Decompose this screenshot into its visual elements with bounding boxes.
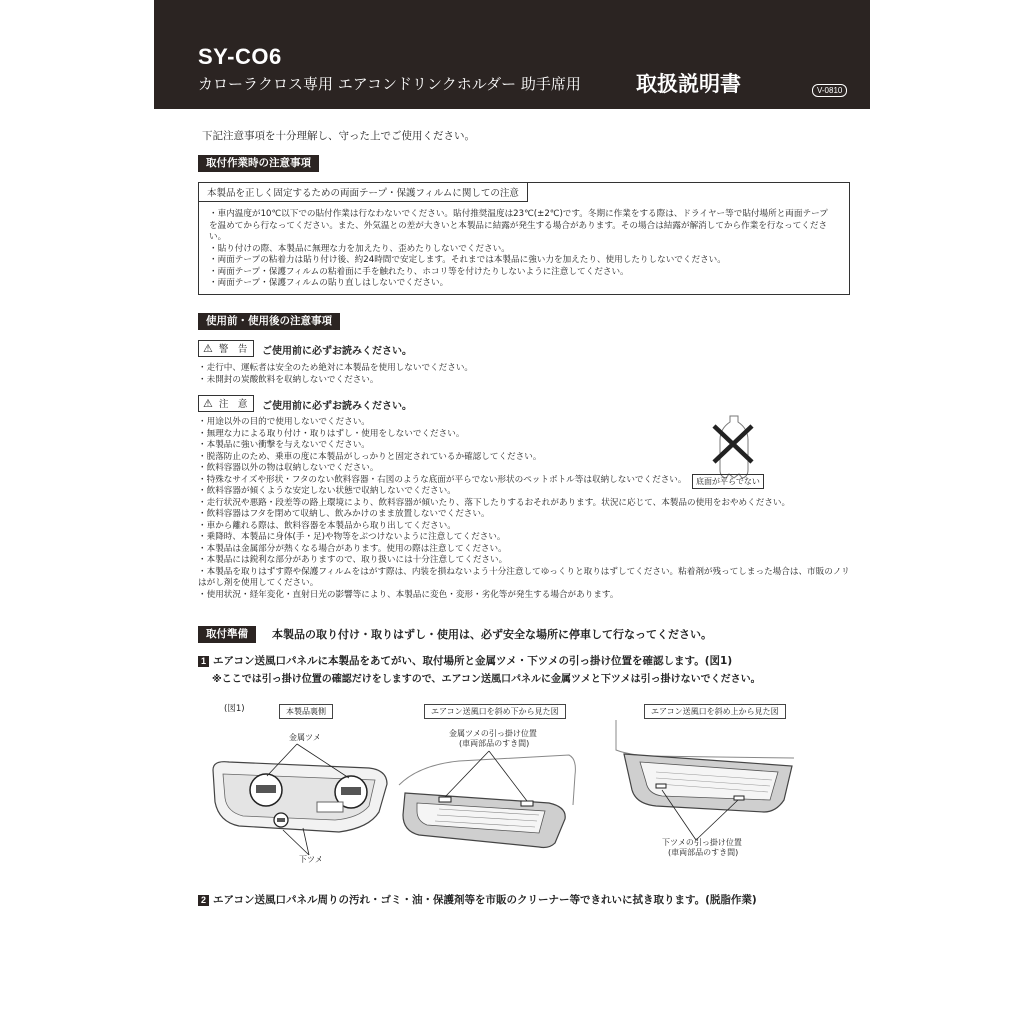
caution-line: ・乗降時、本製品に身体(手・足)や物等をぶつけないように注意してください。 <box>198 532 506 542</box>
step-2 <box>198 892 757 907</box>
installation-cautions-heading: 取付作業時の注意事項 <box>198 155 319 172</box>
warning-label-text: 警 告 <box>218 344 248 355</box>
caution-line: ・本製品を取りはずす際や保護フィルムをはがす際は、内装を損ねないよう十分注意してゆっくりと取りはずしてください。粘着剤が残ってしまった場合は、市販のノリ <box>198 566 850 577</box>
warning-line: ・未開封の炭酸飲料を収納しないでください。 <box>198 374 379 385</box>
caution-line: ・両面テープ・保護フィルムの粘着面に手を触れたり、ホコリ等を付けたりしないように注意してください。 <box>209 266 629 277</box>
product-back-illustration <box>209 740 394 865</box>
lower-claw-position-label: 下ツメの引っ掛け位置 <box>662 838 742 847</box>
caution-line: ・飲料容器はフタを閉めて収納し、飲みかけのまま放置しないでください。 <box>198 509 490 519</box>
version-badge: V-0810 <box>812 84 847 97</box>
bottle-caption: 底面が平らでない <box>692 474 764 489</box>
warning-line: ・走行中、運転者は安全のため絶対に本製品を使用しないでください。 <box>198 363 474 373</box>
warning-list <box>198 363 473 386</box>
tape-caution-box <box>198 182 850 295</box>
caution-line: ・使用状況・経年変化・直射日光の影響等により、本製品に変色・変形・劣化等が発生する場合があります。 <box>198 589 619 600</box>
lower-claw-label: 下ツメ <box>299 855 323 864</box>
tape-caution-title: 本製品を正しく固定するための両面テープ・保護フィルムに関しての注意 <box>199 183 528 202</box>
manual-title: 取扱説明書 <box>636 72 741 96</box>
caution-line: ・貼り付けの際、本製品に無理な力を加えたり、歪めたりしないでください。 <box>209 243 510 254</box>
step-1 <box>198 653 732 668</box>
caution-line: ・本製品には鋭利な部分がありますので、取り扱いには十分注意してください。 <box>198 555 508 565</box>
gap-note-1: (車両部品のすき間) <box>459 739 530 748</box>
metal-claw-position-label: 金属ツメの引っ掛け位置 <box>449 729 537 738</box>
tape-caution-list <box>209 209 828 290</box>
caution-line: い。 <box>209 232 227 242</box>
figure-label: (図1) <box>224 704 245 714</box>
caution-line: ・用途以外の目的で使用しないでください。 <box>198 417 370 427</box>
product-subtitle: カローラクロス専用 エアコンドリンクホルダー 助手席用 <box>198 75 581 93</box>
model-number: SY-CO6 <box>198 44 282 69</box>
caution-text: ご使用前に必ずお読みください。 <box>262 401 412 412</box>
step-2-number: 2 <box>198 895 209 906</box>
figure-caption-above: エアコン送風口を斜め上から見た図 <box>644 704 786 719</box>
caution-line: ・両面テープの粘着力は貼り付け後、約24時間で安定します。それまでは本製品に強い力を加えたり、使用したりしないでください。 <box>209 255 726 265</box>
preparation-text: 本製品の取り付け・取りはずし・使用は、必ず安全な場所に停車して行なってください。 <box>272 628 712 641</box>
caution-line: ・走行状況や悪路・段差等の路上環境により、飲料容器が傾いたり、落下したりするおそれがあります。状況に応じて、本製品の使用をおやめください。 <box>198 497 791 508</box>
warning-triangle-icon: ⚠ <box>203 342 213 355</box>
warning-label <box>198 340 254 357</box>
caution-line: ・脱落防止のため、乗車の度に本製品がしっかりと固定されているか確認してください。 <box>198 451 542 462</box>
step-2-text: エアコン送風口パネル周りの汚れ・ゴミ・油・保護剤等を市販のクリーナー等できれいに拭き取ります。(脱脂作業) <box>213 894 757 906</box>
caution-label-text: 注 意 <box>218 399 248 410</box>
manual-page <box>154 0 870 1024</box>
step-1-text: エアコン送風口パネルに本製品をあてがい、取付場所と金属ツメ・下ツメの引っ掛け位置を確認します。(図1) <box>213 655 733 667</box>
caution-triangle-icon: ⚠ <box>203 397 213 410</box>
step-1-note: ※ここでは引っ掛け位置の確認だけをしますので、エアコン送風口パネルに金属ツメと下ツメは引っ掛けないでください。 <box>212 674 761 685</box>
header-band <box>154 0 870 109</box>
caution-label <box>198 395 254 412</box>
usage-cautions-heading: 使用前・使用後の注意事項 <box>198 313 340 330</box>
caution-line: ・両面テープ・保護フィルムの貼り直しはしないでください。 <box>209 278 449 288</box>
caution-line: ・無理な力による取り付け・取りはずし・使用をしないでください。 <box>198 428 465 439</box>
caution-line: ・特殊なサイズや形状・フタのない飲料容器・右図のような底面が平らでない形状のペットボトル等は収納しないでください。 <box>198 474 687 485</box>
caution-line: ・飲料容器以外の物は収納しないでください。 <box>198 463 379 473</box>
gap-note-2: (車両部品のすき間) <box>668 848 739 857</box>
caution-line: ・本製品は金属部分が熱くなる場合があります。使用の際は注意してください。 <box>198 543 507 554</box>
figure-caption-back: 本製品裏側 <box>279 704 333 719</box>
step-1-number: 1 <box>198 656 209 667</box>
vent-from-above-illustration <box>616 720 796 830</box>
caution-line: ・飲料容器が傾くような安定しない状態で収納しないでください。 <box>198 486 456 496</box>
caution-line: ・車から離れる際は、飲料容器を本製品から取り出してください。 <box>198 520 456 531</box>
caution-line: はがし剤を使用してください。 <box>198 578 319 588</box>
warning-text: ご使用前に必ずお読みください。 <box>262 346 412 357</box>
caution-line: ・本製品に強い衝撃を与えないでください。 <box>198 440 370 450</box>
caution-line: を温めてから行なってください。また、外気温との差が大きいと本製品に結露が発生する場合があります。その場合は結露が解消してから作業を行なってくださ <box>209 220 828 231</box>
preparation-heading: 取付準備 <box>198 626 256 643</box>
figure-caption-below: エアコン送風口を斜め下から見た図 <box>424 704 566 719</box>
intro-text: 下記注意事項を十分理解し、守った上でご使用ください。 <box>202 130 475 142</box>
metal-claw-label: 金属ツメ <box>289 733 321 742</box>
caution-line: ・車内温度が10℃以下での貼付作業は行なわないでください。貼付推奨温度は23℃(±2℃)です。冬期に作業をする際は、ドライヤー等で貼付場所と両面テープ <box>209 209 828 219</box>
vent-from-below-illustration <box>399 745 579 855</box>
